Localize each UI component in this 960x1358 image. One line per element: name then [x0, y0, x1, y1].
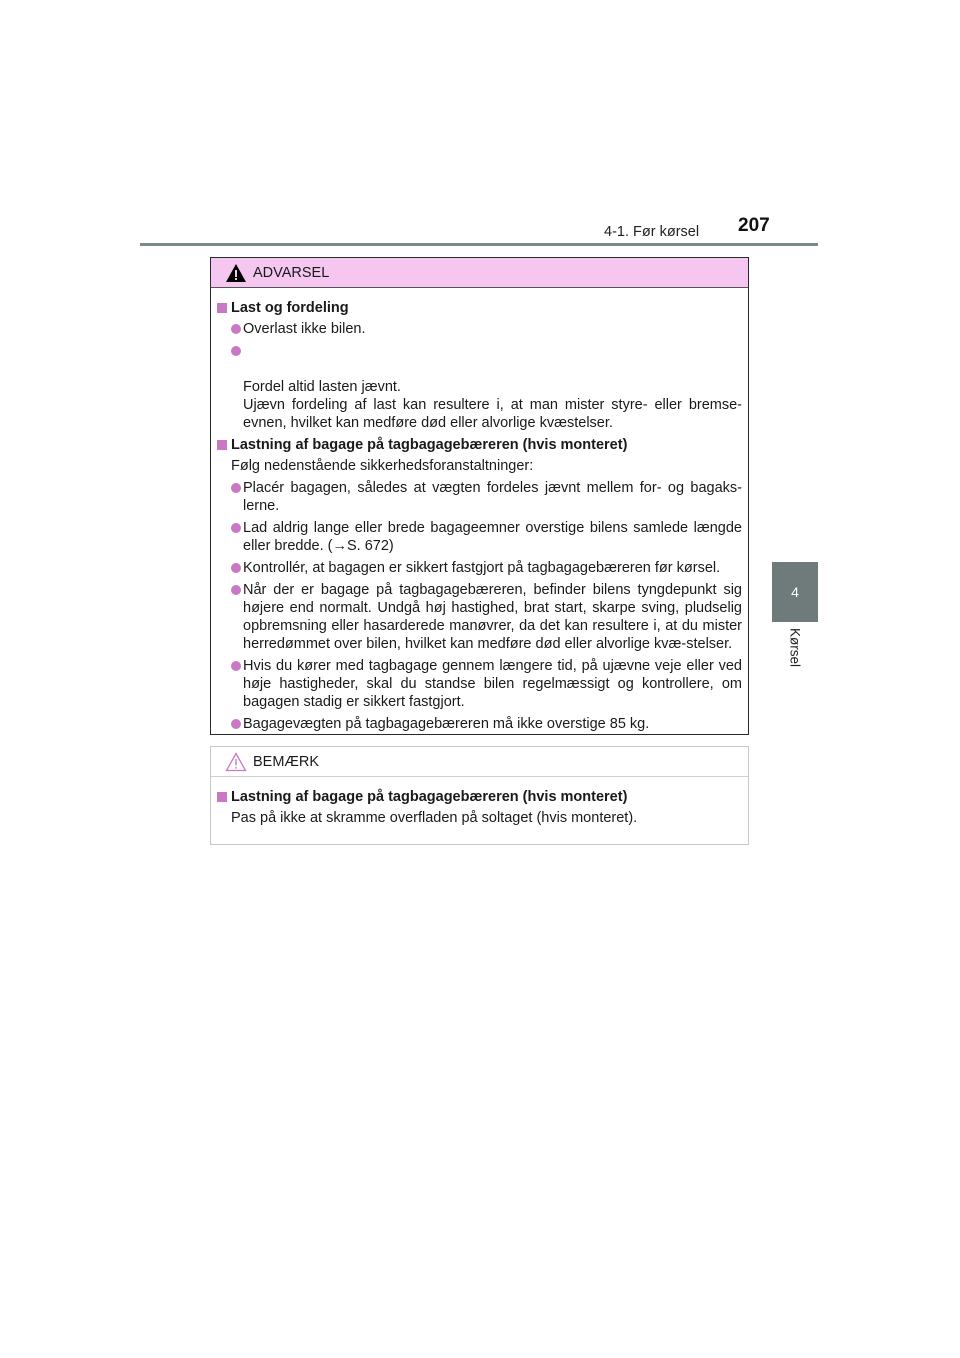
- notice-text: Pas på ikke at skramme overfladen på soltaget (hvis monteret).: [231, 810, 638, 826]
- list-item: Bagagevægten på tagbagagebæreren må ikke overstige 85 kg.: [217, 715, 742, 733]
- caution-outline-triangle-icon: [225, 752, 247, 772]
- warning-triangle-icon: [225, 263, 247, 283]
- list-item: Lad aldrig lange eller brede bagageemner overstige bilens samlede længde eller bredde. (→S. 672): [217, 519, 742, 555]
- warning-header: [211, 258, 748, 288]
- round-bullet-icon: [231, 346, 241, 356]
- round-bullet-icon: [231, 523, 241, 533]
- notice-body: [211, 777, 748, 827]
- warning-title: ADVARSEL: [253, 265, 330, 281]
- chapter-tab: 4: [772, 562, 818, 622]
- list-item: Fordel altid lasten jævnt. Ujævn fordeling af last kan resultere i, at man mister styre- eller bremse-evnen, hvilket kan medføre død eller alvorlige kvæstelser.: [217, 342, 742, 432]
- round-bullet-icon: [231, 661, 241, 671]
- chapter-label: Kørsel: [787, 628, 803, 668]
- warning-box: [210, 257, 749, 735]
- notice-box: [210, 746, 749, 845]
- list-item: Overlast ikke bilen.: [217, 320, 742, 338]
- round-bullet-icon: [231, 324, 241, 334]
- list-item: Hvis du kører med tagbagage gennem længere tid, på ujævne veje eller ved høje hastigheder, skal du standse bilen regelmæssigt og kontrollere, om bagagen stadig er sikkert fastgjort.: [217, 657, 742, 711]
- section-intro: Følg nedenstående sikkerhedsforanstaltninger:: [231, 458, 534, 474]
- list-item: Når der er bagage på tagbagagebæreren, befinder bilens tyngdepunkt sig højere end normalt. Undgå høj hastighed, brat start, skarpe sving, pludselig opbremsning eller hasarderede manøvrer, da det kan resultere i, at du mister herredømmet over bilen, hvilket kan medføre død eller alvorlige kvæ-stelser.: [217, 581, 742, 653]
- warning-body: [211, 288, 748, 733]
- round-bullet-icon: [231, 563, 241, 573]
- page-number: 207: [738, 215, 770, 236]
- round-bullet-icon: [231, 483, 241, 493]
- section-heading: Lastning af bagage på tagbagagebæreren (hvis monteret): [217, 436, 742, 454]
- round-bullet-icon: [231, 719, 241, 729]
- notice-header: [211, 747, 748, 777]
- section-heading: Last og fordeling: [217, 299, 742, 317]
- square-bullet-icon: [217, 792, 227, 802]
- header-divider: [140, 243, 818, 246]
- list-item: Kontrollér, at bagagen er sikkert fastgjort på tagbagagebæreren før kørsel.: [217, 559, 742, 577]
- square-bullet-icon: [217, 440, 227, 450]
- list-item: Placér bagagen, således at vægten fordeles jævnt mellem for- og bagaks-lerne.: [217, 479, 742, 515]
- section-title: 4-1. Før kørsel: [604, 224, 700, 240]
- square-bullet-icon: [217, 303, 227, 313]
- round-bullet-icon: [231, 585, 241, 595]
- section-heading: Lastning af bagage på tagbagagebæreren (hvis monteret): [217, 788, 742, 806]
- notice-title: BEMÆRK: [253, 754, 320, 770]
